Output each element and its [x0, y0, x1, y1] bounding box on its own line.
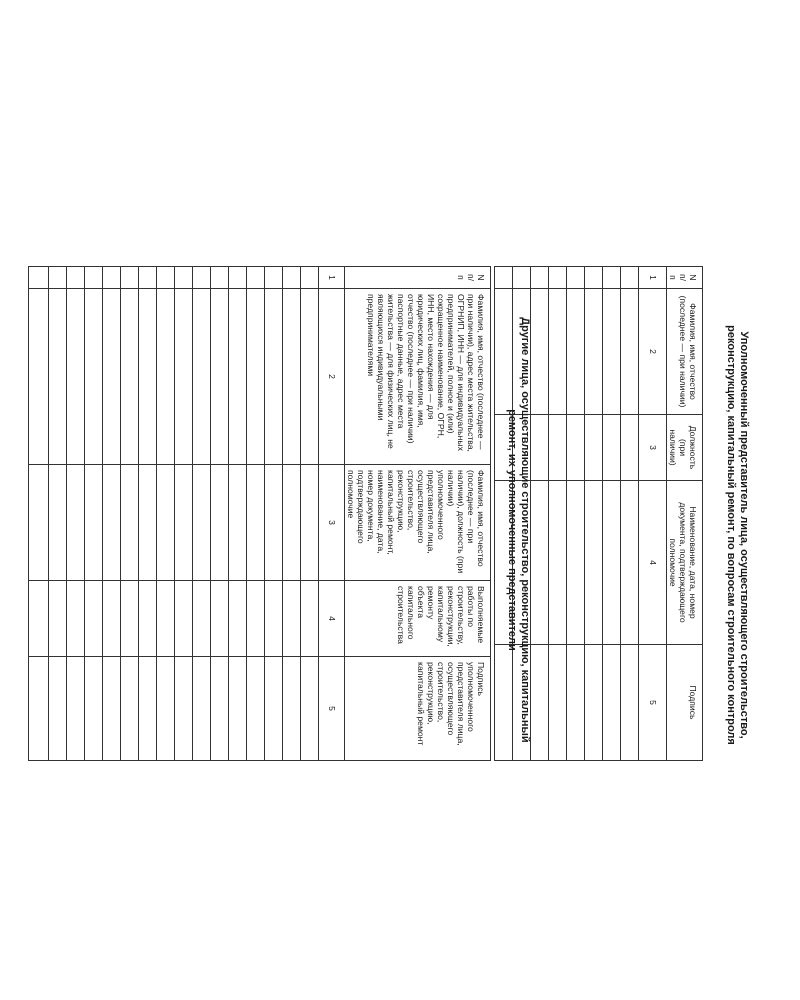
header-cell: Фамилия, имя, отчество (последнее — при наличии), адрес места жительства, ОГРНИП, ИНН — для индивидуальных предпринимателей, полное и (или) сокращенное наименование, ОГРН, ИНН, место нахождения — для юридических лиц, фамилия, имя, отчество (последнее — при наличии) паспортные данные, адрес места жительства — для физических лиц, не являющихся индивидуальными предпринимателями [345, 289, 491, 465]
table-row [121, 267, 139, 761]
header-cell: Выполняемые работы по строительству, реконструкции, капитальному ремонту объекта капитального строительства [345, 581, 491, 657]
column-number: 3 [639, 415, 667, 481]
table-row [283, 267, 301, 761]
column-number: 5 [319, 657, 345, 761]
header-cell: N п/п [667, 267, 703, 289]
other-persons-title: Другие лица, осуществляющие строительство, реконструкцию, капитальный ремонт, их уполномоченные представители [506, 317, 531, 743]
table-row [139, 267, 157, 761]
header-cell: Наименование, дата, номер документа, подтверждающего полномочие [667, 481, 703, 645]
table-row [301, 267, 319, 761]
table-row [567, 267, 585, 761]
header-cell: Подпись [667, 645, 703, 761]
table-row [49, 267, 67, 761]
table-row [175, 267, 193, 761]
table-row [247, 267, 265, 761]
column-number: 3 [319, 465, 345, 581]
table-row [585, 267, 603, 761]
other-persons-table [28, 266, 491, 761]
table-row [549, 267, 567, 761]
column-number: 5 [639, 645, 667, 761]
header-cell: Подпись уполномоченного представителя лица, осуществляющего строительство, реконструкцию, капитальный ремонт [345, 657, 491, 761]
table-row [193, 267, 211, 761]
column-number: 4 [639, 481, 667, 645]
column-number: 1 [639, 267, 667, 289]
table-row [85, 267, 103, 761]
column-number: 1 [319, 267, 345, 289]
header-cell: Должность (при наличии) [667, 415, 703, 481]
table-row [211, 267, 229, 761]
table-row [265, 267, 283, 761]
column-number: 2 [319, 289, 345, 465]
header-cell: Фамилия, имя, отчество (последнее — при наличии) [667, 289, 703, 415]
column-number: 4 [319, 581, 345, 657]
table-row [229, 267, 247, 761]
header-cell: N п/п [345, 267, 491, 289]
table-row [103, 267, 121, 761]
table-row [531, 267, 549, 761]
authorized-representative-title: Уполномоченный представитель лица, осуществляющего строительство, реконструкцию, капитальный ремонт, по вопросам строительного контроля [725, 325, 750, 745]
table-row [157, 267, 175, 761]
header-cell: Фамилия, имя, отчество (последнее — при наличии), должность (при наличии) уполномоченного представителя лица, осуществляющего строительство, реконструкцию, капитальный ремонт, наименование, дата, номер документа, подтверждающего полномочие [345, 465, 491, 581]
table-row [29, 267, 49, 761]
table-row [603, 267, 621, 761]
table-row [621, 267, 639, 761]
column-number: 2 [639, 289, 667, 415]
table-row [67, 267, 85, 761]
